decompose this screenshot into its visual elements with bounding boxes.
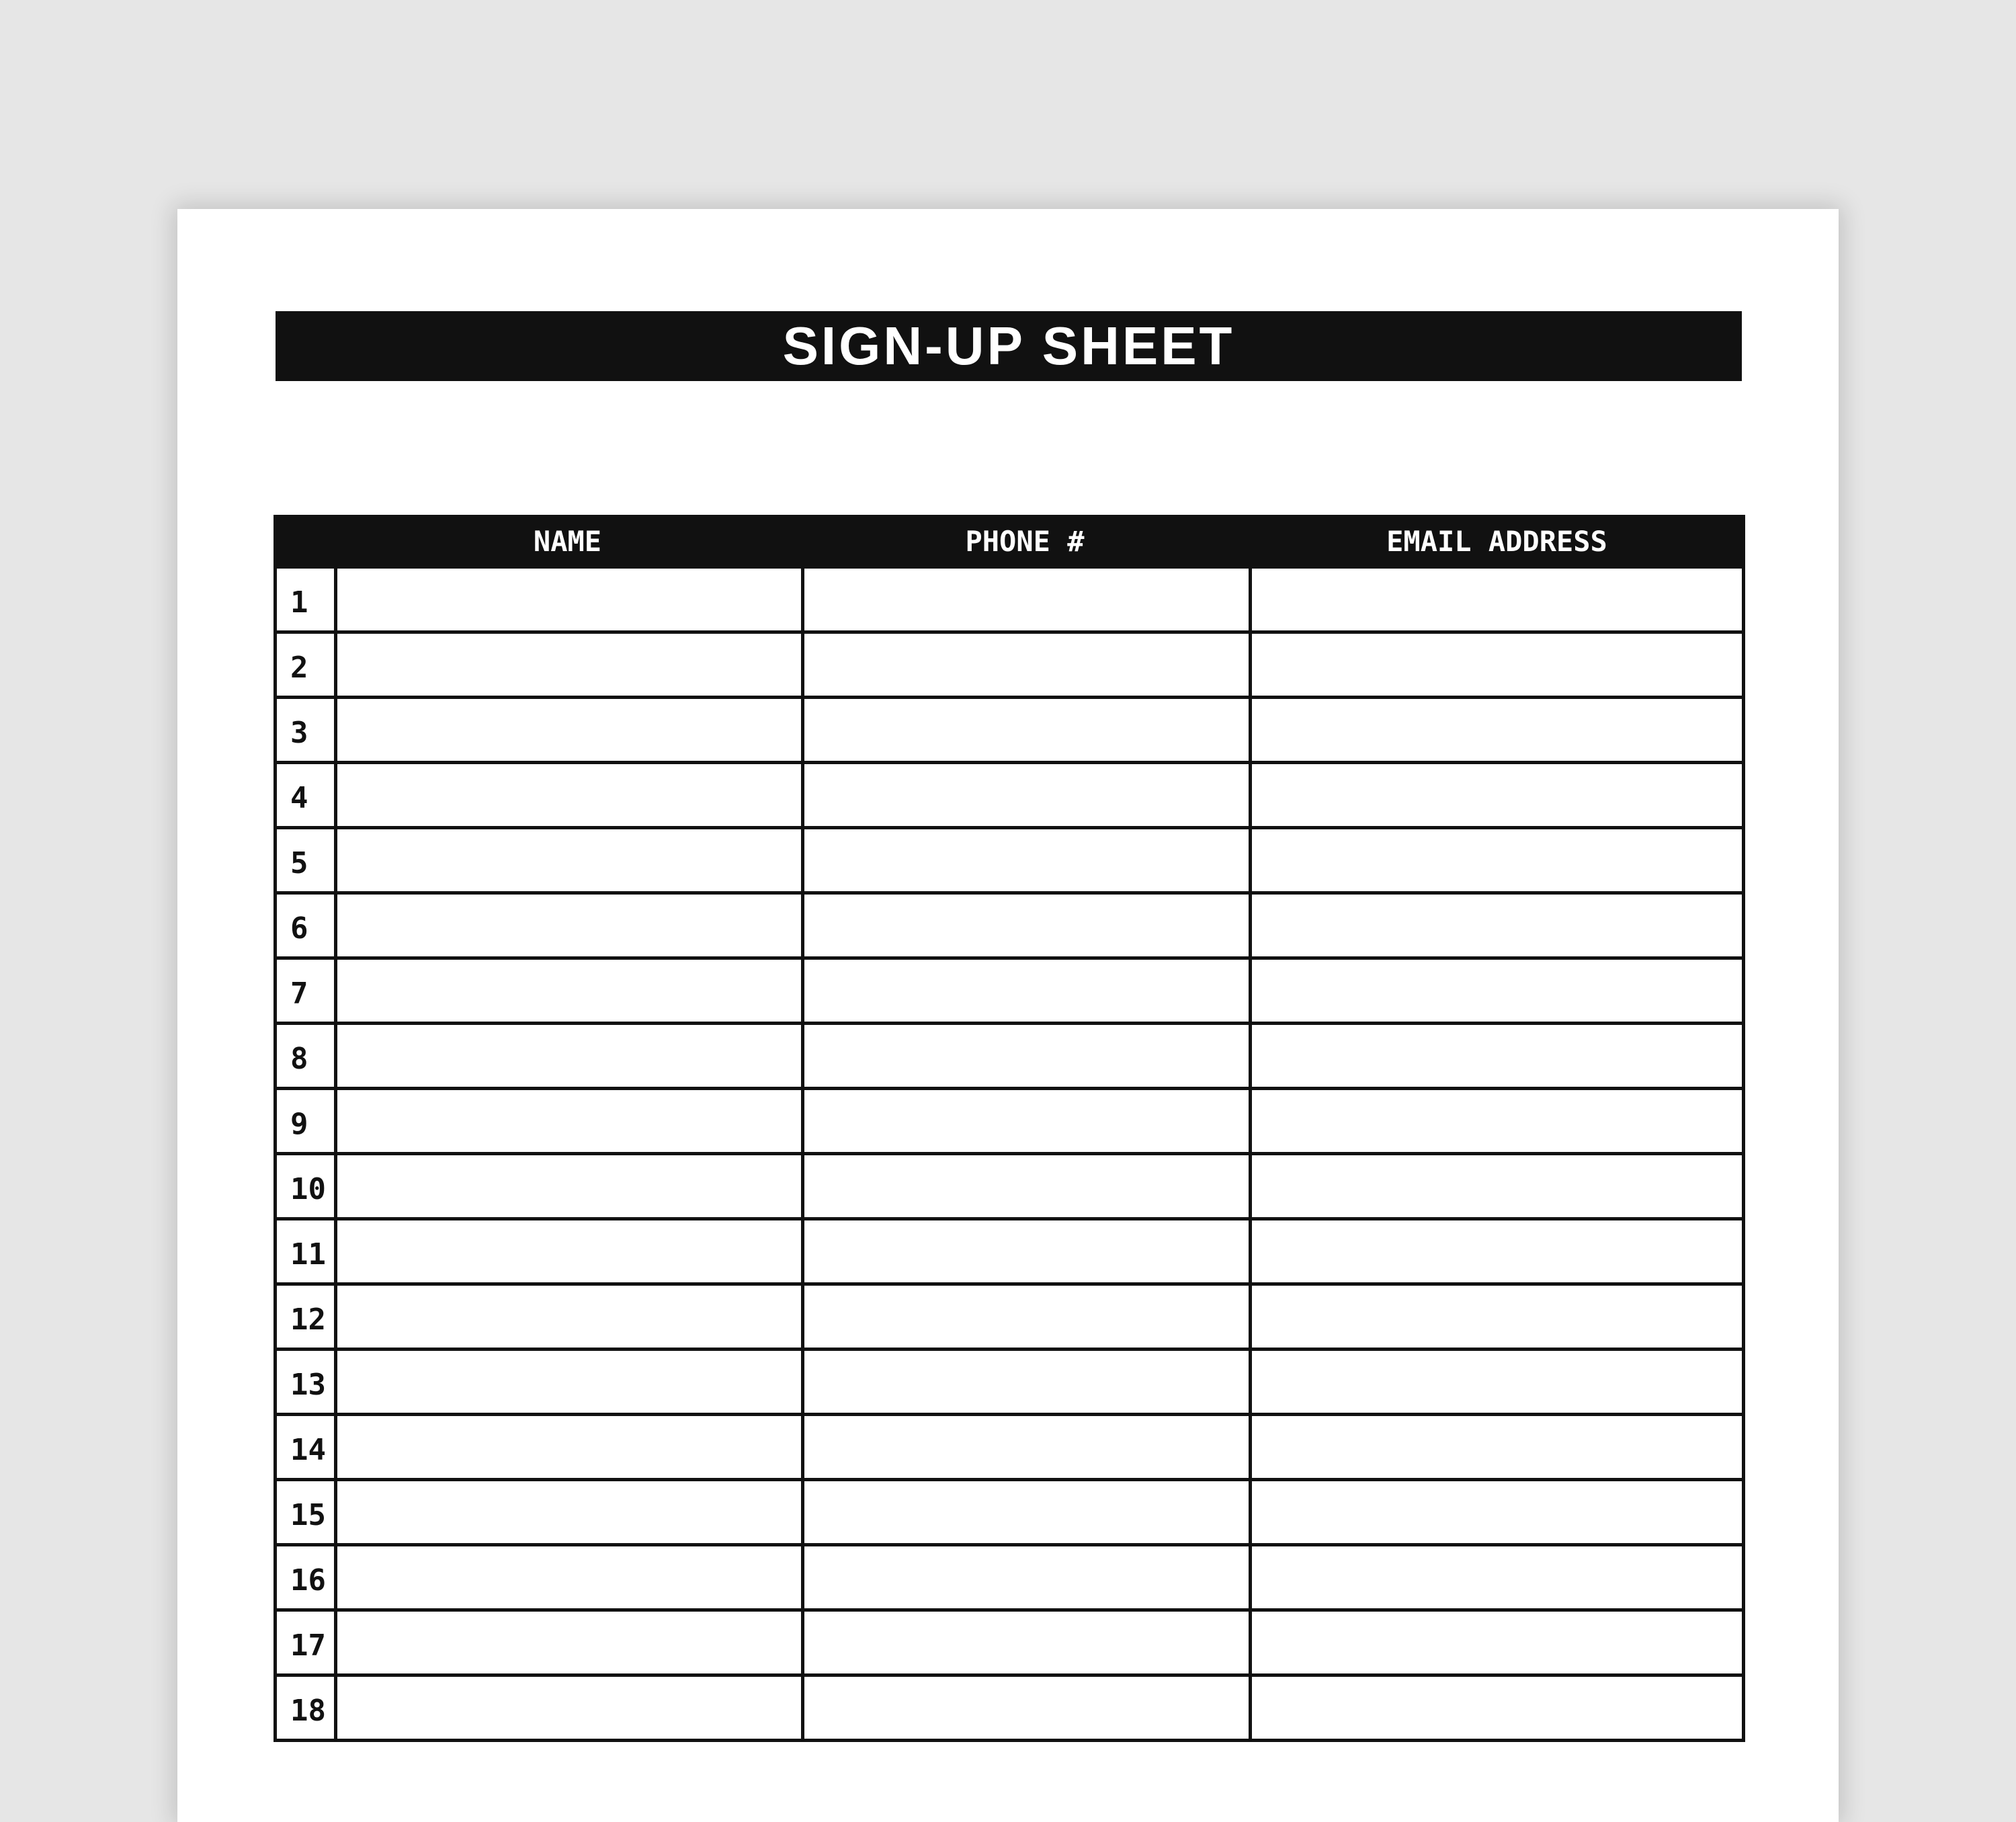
column-divider xyxy=(801,1025,804,1087)
column-divider xyxy=(1249,960,1252,1022)
column-divider xyxy=(1249,1481,1252,1543)
column-divider xyxy=(1249,764,1252,826)
column-divider xyxy=(334,569,337,630)
table-row xyxy=(277,1546,1742,1612)
column-divider xyxy=(801,1612,804,1673)
column-divider xyxy=(334,764,337,826)
column-divider xyxy=(334,1025,337,1087)
column-divider xyxy=(334,895,337,956)
column-divider xyxy=(1249,1025,1252,1087)
row-number: 11 xyxy=(290,1237,326,1272)
row-number: 13 xyxy=(290,1368,326,1402)
column-divider xyxy=(1249,1090,1252,1152)
column-divider xyxy=(1249,1286,1252,1348)
row-number: 1 xyxy=(290,585,308,620)
column-divider xyxy=(801,1090,804,1152)
column-divider xyxy=(801,895,804,956)
column-header-phone: PHONE # xyxy=(965,525,1085,558)
column-divider xyxy=(801,569,804,630)
signup-table xyxy=(274,515,1745,1742)
table-row xyxy=(277,895,1742,960)
row-number: 6 xyxy=(290,911,308,946)
row-number: 10 xyxy=(290,1172,326,1206)
column-divider xyxy=(1249,1351,1252,1413)
column-divider xyxy=(334,699,337,761)
column-divider xyxy=(801,829,804,891)
table-row xyxy=(277,699,1742,764)
column-header-name: NAME xyxy=(533,525,602,558)
row-number: 9 xyxy=(290,1107,308,1141)
table-row xyxy=(277,1155,1742,1220)
table-row xyxy=(277,829,1742,895)
table-row xyxy=(277,1025,1742,1090)
row-number: 18 xyxy=(290,1694,326,1728)
column-divider xyxy=(334,1416,337,1478)
column-divider xyxy=(334,634,337,696)
row-number: 12 xyxy=(290,1302,326,1337)
row-number: 16 xyxy=(290,1563,326,1598)
column-divider xyxy=(801,699,804,761)
column-divider xyxy=(334,1090,337,1152)
column-divider xyxy=(801,1351,804,1413)
table-row xyxy=(277,1090,1742,1155)
table-header xyxy=(274,515,1745,569)
column-divider xyxy=(801,1155,804,1217)
table-row xyxy=(277,1677,1742,1742)
column-divider xyxy=(334,829,337,891)
row-number: 8 xyxy=(290,1042,308,1076)
signup-sheet-page xyxy=(177,209,1839,1822)
column-divider xyxy=(801,634,804,696)
column-divider xyxy=(801,1481,804,1543)
column-divider xyxy=(334,960,337,1022)
column-divider xyxy=(334,1677,337,1739)
table-row xyxy=(277,1220,1742,1286)
row-number: 3 xyxy=(290,716,308,750)
table-row xyxy=(277,569,1742,634)
column-divider xyxy=(334,1220,337,1282)
table-row xyxy=(277,1416,1742,1481)
table-row xyxy=(277,1286,1742,1351)
table-row xyxy=(277,960,1742,1025)
column-divider xyxy=(1249,1677,1252,1739)
column-divider xyxy=(801,1416,804,1478)
column-divider xyxy=(1249,1220,1252,1282)
row-number: 4 xyxy=(290,781,308,815)
row-number: 2 xyxy=(290,651,308,685)
column-divider xyxy=(801,1546,804,1608)
table-row xyxy=(277,634,1742,699)
row-number: 15 xyxy=(290,1498,326,1532)
column-divider xyxy=(334,1155,337,1217)
column-divider xyxy=(1249,634,1252,696)
row-number: 17 xyxy=(290,1628,326,1663)
column-divider xyxy=(1249,1612,1252,1673)
table-row xyxy=(277,1612,1742,1677)
row-number: 14 xyxy=(290,1433,326,1467)
sheet-title: SIGN-UP SHEET xyxy=(276,311,1742,381)
table-body xyxy=(274,569,1745,1742)
column-divider xyxy=(334,1612,337,1673)
table-row xyxy=(277,1351,1742,1416)
row-number: 5 xyxy=(290,846,308,880)
column-divider xyxy=(1249,699,1252,761)
column-divider xyxy=(334,1481,337,1543)
column-divider xyxy=(801,764,804,826)
column-divider xyxy=(801,960,804,1022)
column-divider xyxy=(1249,1546,1252,1608)
column-divider xyxy=(801,1286,804,1348)
column-divider xyxy=(1249,829,1252,891)
column-divider xyxy=(801,1677,804,1739)
column-divider xyxy=(1249,1416,1252,1478)
column-divider xyxy=(1249,1155,1252,1217)
column-divider xyxy=(334,1546,337,1608)
column-divider xyxy=(801,1220,804,1282)
table-row xyxy=(277,1481,1742,1546)
column-divider xyxy=(1249,895,1252,956)
column-header-email: EMAIL ADDRESS xyxy=(1386,525,1607,558)
column-divider xyxy=(334,1286,337,1348)
column-divider xyxy=(1249,569,1252,630)
row-number: 7 xyxy=(290,977,308,1011)
table-row xyxy=(277,764,1742,829)
column-divider xyxy=(334,1351,337,1413)
